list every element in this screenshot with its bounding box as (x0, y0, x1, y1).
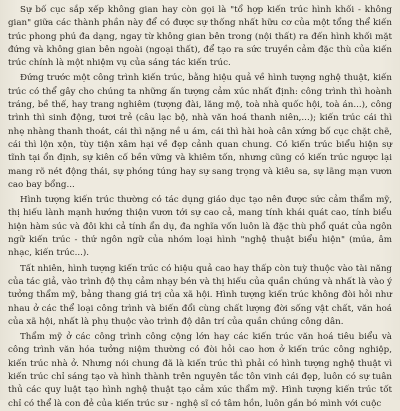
paragraph-3: Hình tượng kiến trúc thường có tác dụng giáo dục tạo nên được sức cảm thẩm mỹ, thị hiếu lành mạnh hướng thiện vươn tới sự cao cả, mang tính khái quát cao, tính biểu hiện hàm súc và đôi khi cả tính ẩn dụ, đa nghĩa vốn luôn là đặc thù phổ quát của ngôn ngữ kiến trúc - thứ ngôn ngữ của nhóm loại hình "nghệ thuật biểu hiện" (múa, âm nhạc, kiến trúc...). (8, 195, 392, 259)
paragraph-5: Thẩm mỹ ở các công trình công cộng lớn hay các kiến trúc văn hoá tiêu biểu và công trình văn hóa tưởng niệm thường có đòi hỏi cao hơn ở kiến trúc công nghiệp, kiến trúc nhà ở. Nhưng nói chung đã là kiến trúc thì phải có hình tượng nghệ thuật vì kiến trúc chỉ sáng tạo và hình thành trên nguyên tắc tôn vinh cái đẹp, luôn có sự tuân thủ các quy luật tạo hình nghệ thuật tạo cảm xúc thẩm mỹ. Hình tượng kiến trúc tốt chỉ có thể là con đẻ của kiến trúc sư - nghệ sĩ có tâm hồn, luôn gắn bó mình với cuộc (8, 332, 392, 409)
paragraph-2: Đứng trước một công trình kiến trúc, bằng hiệu quả về hình tượng nghệ thuật, kiến trúc có thể gây cho chúng ta những ấn tượng cảm xúc nhất định: công trình thì hoành tráng, bề thế, hay trang nghiêm (tượng đài, lăng mộ, toà nhà quốc hội, toà án...), công trình thì sinh động, tươi trẻ (câu lạc bộ, nhà văn hoá thanh niên,...); kiến trúc cái thì nhẹ nhàng thanh thoát, cái thì nặng nề u ám, cái thì hài hoà cân xứng bố cục chặt chẽ, cái thì lộn xộn, tùy tiện xâm hại về đẹp cảnh quan chung. Có kiến trúc biểu hiện sự tĩnh tại ổn định, sự kiên cố bền vững và khiêm tốn, nhưng cũng có kiến trúc ngược lại mang rõ nét động thái, sự phóng túng hay sự sang trọng và kiêu sa, sự lãng mạn vươn cao bay bổng... (8, 73, 392, 190)
paragraph-1: Sự bố cục sắp xếp không gian hay còn gọi là "tổ hợp kiến trúc hình khối - không gian" giữa các thành phần này để có được sự thống nhất hữu cơ của một tổng thể kiến trúc phong phú đa dạng, ngay từ không gian bên trong (nội thất) ra đến hình khối mặt đứng và không gian bên ngoài (ngoại thất), để tạo ra sức truyền cảm đặc thù của kiến trúc chính là một nhiệm vụ của sáng tác kiến trúc. (8, 5, 392, 69)
paragraph-4: Tất nhiên, hình tượng kiến trúc có hiệu quả cao hay thấp còn tuỳ thuộc vào tài năng của tác giả, vào trình độ thụ cảm nhạy bén và thị hiếu của quần chúng và nhất là vào ý tưởng thẩm mỹ, bảng thang giá trị của xã hội. Hình tượng kiến trúc không đòi hỏi như nhau ở các thể loại công trình và biến đổi cùng chất lượng đời sống vật chất, văn hoá của xã hội, nhất là phụ thuộc vào trình độ dân trí của quần chúng công dân. (8, 263, 392, 327)
